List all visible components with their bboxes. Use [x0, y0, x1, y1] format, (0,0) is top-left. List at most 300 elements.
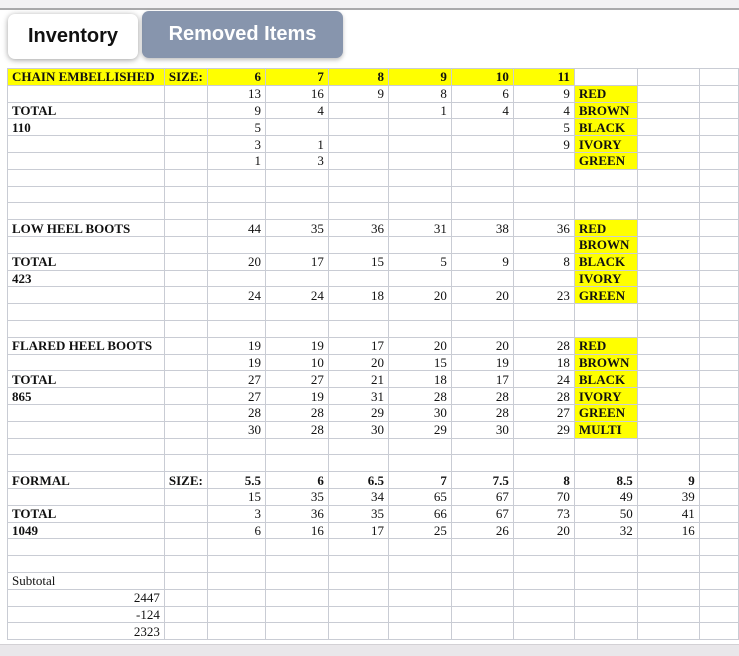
size-label-cell[interactable]: SIZE: [164, 472, 207, 489]
empty-cell[interactable] [699, 488, 738, 505]
empty-cell[interactable] [8, 320, 165, 337]
value-cell[interactable]: 27 [265, 371, 328, 388]
empty-cell[interactable] [328, 152, 388, 169]
size-header-cell[interactable]: 7.5 [451, 472, 513, 489]
row-label-cell[interactable]: 110 [8, 119, 165, 136]
empty-cell[interactable] [699, 556, 738, 573]
empty-cell[interactable] [451, 203, 513, 220]
empty-cell[interactable] [637, 388, 699, 405]
value-cell[interactable]: 5 [388, 253, 451, 270]
empty-cell[interactable] [513, 455, 574, 472]
empty-cell[interactable] [164, 236, 207, 253]
value-cell[interactable]: 5 [513, 119, 574, 136]
empty-cell[interactable] [388, 270, 451, 287]
value-cell[interactable]: 9 [328, 85, 388, 102]
empty-cell[interactable] [164, 354, 207, 371]
row-label-cell[interactable]: LOW HEEL BOOTS [8, 220, 165, 237]
empty-cell[interactable] [265, 236, 328, 253]
size-header-cell[interactable]: 9 [637, 472, 699, 489]
color-label-cell[interactable]: IVORY [574, 388, 637, 405]
empty-cell[interactable] [637, 404, 699, 421]
empty-cell[interactable] [164, 186, 207, 203]
value-cell[interactable]: 30 [207, 421, 265, 438]
empty-cell[interactable] [164, 119, 207, 136]
empty-cell[interactable] [8, 455, 165, 472]
value-cell[interactable]: 44 [207, 220, 265, 237]
empty-cell[interactable] [8, 556, 165, 573]
value-cell[interactable]: 10 [265, 354, 328, 371]
empty-cell[interactable] [207, 270, 265, 287]
empty-cell[interactable] [451, 304, 513, 321]
value-cell[interactable]: 28 [207, 404, 265, 421]
value-cell[interactable]: 9 [513, 85, 574, 102]
value-cell[interactable]: 15 [388, 354, 451, 371]
empty-cell[interactable] [513, 438, 574, 455]
empty-cell[interactable] [328, 270, 388, 287]
empty-cell[interactable] [699, 320, 738, 337]
value-cell[interactable]: 41 [637, 505, 699, 522]
empty-cell[interactable] [513, 606, 574, 623]
empty-cell[interactable] [699, 421, 738, 438]
empty-cell[interactable] [8, 438, 165, 455]
size-header-cell[interactable]: 7 [388, 472, 451, 489]
value-cell[interactable]: 4 [265, 102, 328, 119]
section-title-cell[interactable]: CHAIN EMBELLISHED [8, 69, 165, 86]
empty-cell[interactable] [164, 220, 207, 237]
empty-cell[interactable] [637, 539, 699, 556]
empty-cell[interactable] [699, 354, 738, 371]
value-cell[interactable]: 20 [513, 522, 574, 539]
value-cell[interactable]: 6 [451, 85, 513, 102]
value-cell[interactable]: 28 [265, 404, 328, 421]
value-cell[interactable]: 36 [513, 220, 574, 237]
empty-cell[interactable] [574, 572, 637, 589]
row-label-cell[interactable]: 423 [8, 270, 165, 287]
row-label-cell[interactable]: TOTAL [8, 371, 165, 388]
value-cell[interactable]: 13 [207, 85, 265, 102]
size-header-cell[interactable]: 6.5 [328, 472, 388, 489]
empty-cell[interactable] [388, 203, 451, 220]
value-cell[interactable]: 49 [574, 488, 637, 505]
empty-cell[interactable] [637, 320, 699, 337]
value-cell[interactable]: 16 [637, 522, 699, 539]
empty-cell[interactable] [164, 169, 207, 186]
empty-cell[interactable] [164, 102, 207, 119]
empty-cell[interactable] [164, 438, 207, 455]
empty-cell[interactable] [8, 186, 165, 203]
size-header-cell[interactable]: 5.5 [207, 472, 265, 489]
empty-cell[interactable] [8, 304, 165, 321]
empty-cell[interactable] [637, 371, 699, 388]
size-header-cell[interactable]: 11 [513, 69, 574, 86]
empty-cell[interactable] [388, 152, 451, 169]
row-label-cell[interactable]: 865 [8, 388, 165, 405]
value-cell[interactable]: 5 [207, 119, 265, 136]
empty-cell[interactable] [328, 589, 388, 606]
empty-cell[interactable] [451, 606, 513, 623]
empty-cell[interactable] [699, 623, 738, 640]
empty-cell[interactable] [637, 69, 699, 86]
empty-cell[interactable] [451, 623, 513, 640]
value-cell[interactable]: 20 [451, 337, 513, 354]
empty-cell[interactable] [328, 102, 388, 119]
value-cell[interactable]: 39 [637, 488, 699, 505]
empty-cell[interactable] [513, 169, 574, 186]
empty-cell[interactable] [207, 304, 265, 321]
empty-cell[interactable] [699, 136, 738, 153]
value-cell[interactable]: 8 [513, 253, 574, 270]
section-title-cell[interactable]: FORMAL [8, 472, 165, 489]
value-cell[interactable]: 15 [207, 488, 265, 505]
empty-cell[interactable] [637, 186, 699, 203]
empty-cell[interactable] [699, 455, 738, 472]
value-cell[interactable]: 19 [265, 388, 328, 405]
value-cell[interactable]: 9 [207, 102, 265, 119]
empty-cell[interactable] [328, 304, 388, 321]
empty-cell[interactable] [164, 388, 207, 405]
color-label-cell[interactable]: IVORY [574, 136, 637, 153]
color-label-cell[interactable]: RED [574, 220, 637, 237]
empty-cell[interactable] [8, 236, 165, 253]
empty-cell[interactable] [699, 606, 738, 623]
empty-cell[interactable] [328, 320, 388, 337]
empty-cell[interactable] [699, 304, 738, 321]
size-header-cell[interactable]: 9 [388, 69, 451, 86]
empty-cell[interactable] [513, 572, 574, 589]
empty-cell[interactable] [637, 606, 699, 623]
tab-inventory[interactable]: Inventory [8, 14, 138, 59]
value-cell[interactable]: 36 [265, 505, 328, 522]
empty-cell[interactable] [699, 152, 738, 169]
empty-cell[interactable] [451, 270, 513, 287]
empty-cell[interactable] [574, 606, 637, 623]
empty-cell[interactable] [637, 220, 699, 237]
empty-cell[interactable] [207, 203, 265, 220]
empty-cell[interactable] [637, 136, 699, 153]
value-cell[interactable]: 31 [328, 388, 388, 405]
empty-cell[interactable] [699, 203, 738, 220]
value-cell[interactable]: 28 [388, 388, 451, 405]
empty-cell[interactable] [8, 169, 165, 186]
row-label-cell[interactable]: TOTAL [8, 102, 165, 119]
value-cell[interactable]: 20 [328, 354, 388, 371]
value-cell[interactable]: 20 [388, 287, 451, 304]
color-label-cell[interactable]: BLACK [574, 253, 637, 270]
empty-cell[interactable] [265, 186, 328, 203]
value-cell[interactable]: 24 [265, 287, 328, 304]
empty-cell[interactable] [574, 320, 637, 337]
empty-cell[interactable] [699, 337, 738, 354]
empty-cell[interactable] [207, 606, 265, 623]
value-cell[interactable]: 28 [451, 404, 513, 421]
empty-cell[interactable] [513, 186, 574, 203]
empty-cell[interactable] [328, 539, 388, 556]
empty-cell[interactable] [164, 522, 207, 539]
empty-cell[interactable] [451, 136, 513, 153]
empty-cell[interactable] [265, 169, 328, 186]
empty-cell[interactable] [451, 572, 513, 589]
empty-cell[interactable] [388, 572, 451, 589]
empty-cell[interactable] [328, 455, 388, 472]
value-cell[interactable]: 29 [513, 421, 574, 438]
row-label-cell[interactable]: TOTAL [8, 505, 165, 522]
color-label-cell[interactable]: IVORY [574, 270, 637, 287]
empty-cell[interactable] [265, 320, 328, 337]
value-cell[interactable]: 73 [513, 505, 574, 522]
value-cell[interactable]: 9 [451, 253, 513, 270]
value-cell[interactable]: 18 [513, 354, 574, 371]
value-cell[interactable]: 8 [388, 85, 451, 102]
empty-cell[interactable] [8, 488, 165, 505]
empty-cell[interactable] [699, 270, 738, 287]
empty-cell[interactable] [699, 169, 738, 186]
empty-cell[interactable] [8, 203, 165, 220]
empty-cell[interactable] [328, 438, 388, 455]
empty-cell[interactable] [637, 203, 699, 220]
empty-cell[interactable] [513, 236, 574, 253]
empty-cell[interactable] [388, 623, 451, 640]
value-cell[interactable]: 24 [513, 371, 574, 388]
empty-cell[interactable] [451, 455, 513, 472]
empty-cell[interactable] [388, 169, 451, 186]
empty-cell[interactable] [164, 287, 207, 304]
empty-cell[interactable] [164, 253, 207, 270]
empty-cell[interactable] [637, 438, 699, 455]
empty-cell[interactable] [699, 119, 738, 136]
value-cell[interactable]: 30 [451, 421, 513, 438]
empty-cell[interactable] [265, 556, 328, 573]
empty-cell[interactable] [574, 186, 637, 203]
value-cell[interactable]: 31 [388, 220, 451, 237]
empty-cell[interactable] [328, 572, 388, 589]
subtotal-label-cell[interactable]: Subtotal [8, 572, 165, 589]
empty-cell[interactable] [699, 287, 738, 304]
empty-cell[interactable] [265, 438, 328, 455]
empty-cell[interactable] [265, 606, 328, 623]
empty-cell[interactable] [637, 337, 699, 354]
empty-cell[interactable] [637, 455, 699, 472]
empty-cell[interactable] [388, 455, 451, 472]
empty-cell[interactable] [265, 589, 328, 606]
empty-cell[interactable] [637, 589, 699, 606]
empty-cell[interactable] [513, 623, 574, 640]
row-label-cell[interactable]: 1049 [8, 522, 165, 539]
empty-cell[interactable] [574, 169, 637, 186]
value-cell[interactable]: 50 [574, 505, 637, 522]
empty-cell[interactable] [699, 85, 738, 102]
value-cell[interactable]: 28 [513, 388, 574, 405]
value-cell[interactable]: 16 [265, 522, 328, 539]
empty-cell[interactable] [451, 589, 513, 606]
empty-cell[interactable] [699, 404, 738, 421]
color-label-cell[interactable]: BLACK [574, 371, 637, 388]
empty-cell[interactable] [637, 556, 699, 573]
value-cell[interactable]: 17 [265, 253, 328, 270]
value-cell[interactable]: 67 [451, 505, 513, 522]
empty-cell[interactable] [699, 505, 738, 522]
size-header-cell[interactable]: 7 [265, 69, 328, 86]
empty-cell[interactable] [207, 589, 265, 606]
value-cell[interactable]: 17 [328, 522, 388, 539]
color-label-cell[interactable]: GREEN [574, 152, 637, 169]
empty-cell[interactable] [513, 320, 574, 337]
empty-cell[interactable] [8, 152, 165, 169]
empty-cell[interactable] [388, 136, 451, 153]
empty-cell[interactable] [513, 589, 574, 606]
size-header-cell[interactable]: 6 [207, 69, 265, 86]
value-cell[interactable]: 20 [207, 253, 265, 270]
value-cell[interactable]: 27 [207, 371, 265, 388]
empty-cell[interactable] [388, 539, 451, 556]
empty-cell[interactable] [8, 404, 165, 421]
empty-cell[interactable] [207, 320, 265, 337]
empty-cell[interactable] [637, 85, 699, 102]
empty-cell[interactable] [574, 556, 637, 573]
empty-cell[interactable] [8, 421, 165, 438]
value-cell[interactable]: 32 [574, 522, 637, 539]
value-cell[interactable]: 26 [451, 522, 513, 539]
empty-cell[interactable] [699, 220, 738, 237]
empty-cell[interactable] [164, 505, 207, 522]
value-cell[interactable]: 18 [388, 371, 451, 388]
empty-cell[interactable] [637, 354, 699, 371]
empty-cell[interactable] [207, 186, 265, 203]
value-cell[interactable]: 35 [328, 505, 388, 522]
size-header-cell[interactable]: 6 [265, 472, 328, 489]
empty-cell[interactable] [388, 320, 451, 337]
value-cell[interactable]: 65 [388, 488, 451, 505]
empty-cell[interactable] [513, 304, 574, 321]
empty-cell[interactable] [451, 119, 513, 136]
value-cell[interactable]: 28 [513, 337, 574, 354]
empty-cell[interactable] [451, 186, 513, 203]
color-label-cell[interactable]: RED [574, 337, 637, 354]
empty-cell[interactable] [328, 606, 388, 623]
empty-cell[interactable] [265, 455, 328, 472]
value-cell[interactable]: 28 [265, 421, 328, 438]
empty-cell[interactable] [513, 152, 574, 169]
empty-cell[interactable] [451, 152, 513, 169]
value-cell[interactable]: 27 [207, 388, 265, 405]
empty-cell[interactable] [265, 572, 328, 589]
value-cell[interactable]: 19 [265, 337, 328, 354]
value-cell[interactable]: 25 [388, 522, 451, 539]
value-cell[interactable]: 6 [207, 522, 265, 539]
empty-cell[interactable] [328, 203, 388, 220]
empty-cell[interactable] [164, 606, 207, 623]
empty-cell[interactable] [637, 304, 699, 321]
value-cell[interactable]: 1 [265, 136, 328, 153]
empty-cell[interactable] [699, 472, 738, 489]
empty-cell[interactable] [207, 169, 265, 186]
color-label-cell[interactable]: BROWN [574, 236, 637, 253]
color-label-cell[interactable]: MULTI [574, 421, 637, 438]
empty-cell[interactable] [8, 539, 165, 556]
value-cell[interactable]: 18 [328, 287, 388, 304]
empty-cell[interactable] [164, 589, 207, 606]
empty-cell[interactable] [328, 119, 388, 136]
empty-cell[interactable] [328, 169, 388, 186]
color-label-cell[interactable]: BROWN [574, 354, 637, 371]
empty-cell[interactable] [388, 589, 451, 606]
empty-cell[interactable] [328, 186, 388, 203]
size-header-cell[interactable]: 8 [513, 472, 574, 489]
empty-cell[interactable] [637, 102, 699, 119]
empty-cell[interactable] [451, 556, 513, 573]
value-cell[interactable]: 19 [451, 354, 513, 371]
empty-cell[interactable] [207, 623, 265, 640]
empty-cell[interactable] [699, 539, 738, 556]
empty-cell[interactable] [451, 438, 513, 455]
empty-cell[interactable] [513, 203, 574, 220]
value-cell[interactable]: 70 [513, 488, 574, 505]
value-cell[interactable]: 3 [207, 505, 265, 522]
value-cell[interactable]: 28 [451, 388, 513, 405]
empty-cell[interactable] [637, 253, 699, 270]
value-cell[interactable]: 4 [513, 102, 574, 119]
empty-cell[interactable] [451, 169, 513, 186]
empty-cell[interactable] [388, 606, 451, 623]
empty-cell[interactable] [265, 119, 328, 136]
value-cell[interactable]: 21 [328, 371, 388, 388]
tab-removed-items[interactable]: Removed Items [142, 11, 343, 58]
empty-cell[interactable] [265, 203, 328, 220]
value-cell[interactable]: 38 [451, 220, 513, 237]
size-header-cell[interactable]: 8 [328, 69, 388, 86]
empty-cell[interactable] [328, 136, 388, 153]
color-label-cell[interactable]: BLACK [574, 119, 637, 136]
empty-cell[interactable] [451, 320, 513, 337]
value-cell[interactable]: 29 [328, 404, 388, 421]
empty-cell[interactable] [164, 320, 207, 337]
empty-cell[interactable] [265, 270, 328, 287]
color-label-cell[interactable]: BROWN [574, 102, 637, 119]
empty-cell[interactable] [699, 522, 738, 539]
empty-cell[interactable] [699, 589, 738, 606]
empty-cell[interactable] [574, 438, 637, 455]
empty-cell[interactable] [164, 152, 207, 169]
value-cell[interactable]: 17 [328, 337, 388, 354]
empty-cell[interactable] [699, 186, 738, 203]
row-label-cell[interactable]: TOTAL [8, 253, 165, 270]
value-cell[interactable]: 19 [207, 354, 265, 371]
empty-cell[interactable] [574, 69, 637, 86]
empty-cell[interactable] [328, 623, 388, 640]
value-cell[interactable]: 30 [388, 404, 451, 421]
empty-cell[interactable] [8, 136, 165, 153]
value-cell[interactable]: 19 [207, 337, 265, 354]
value-cell[interactable]: 23 [513, 287, 574, 304]
size-header-cell[interactable]: 10 [451, 69, 513, 86]
value-cell[interactable]: 4 [451, 102, 513, 119]
empty-cell[interactable] [637, 119, 699, 136]
empty-cell[interactable] [637, 152, 699, 169]
empty-cell[interactable] [451, 236, 513, 253]
empty-cell[interactable] [388, 556, 451, 573]
color-label-cell[interactable]: RED [574, 85, 637, 102]
empty-cell[interactable] [388, 438, 451, 455]
empty-cell[interactable] [574, 304, 637, 321]
empty-cell[interactable] [8, 85, 165, 102]
row-label-cell[interactable]: FLARED HEEL BOOTS [8, 337, 165, 354]
empty-cell[interactable] [637, 421, 699, 438]
empty-cell[interactable] [574, 203, 637, 220]
empty-cell[interactable] [388, 186, 451, 203]
value-cell[interactable]: 3 [207, 136, 265, 153]
empty-cell[interactable] [699, 438, 738, 455]
empty-cell[interactable] [164, 136, 207, 153]
empty-cell[interactable] [699, 69, 738, 86]
